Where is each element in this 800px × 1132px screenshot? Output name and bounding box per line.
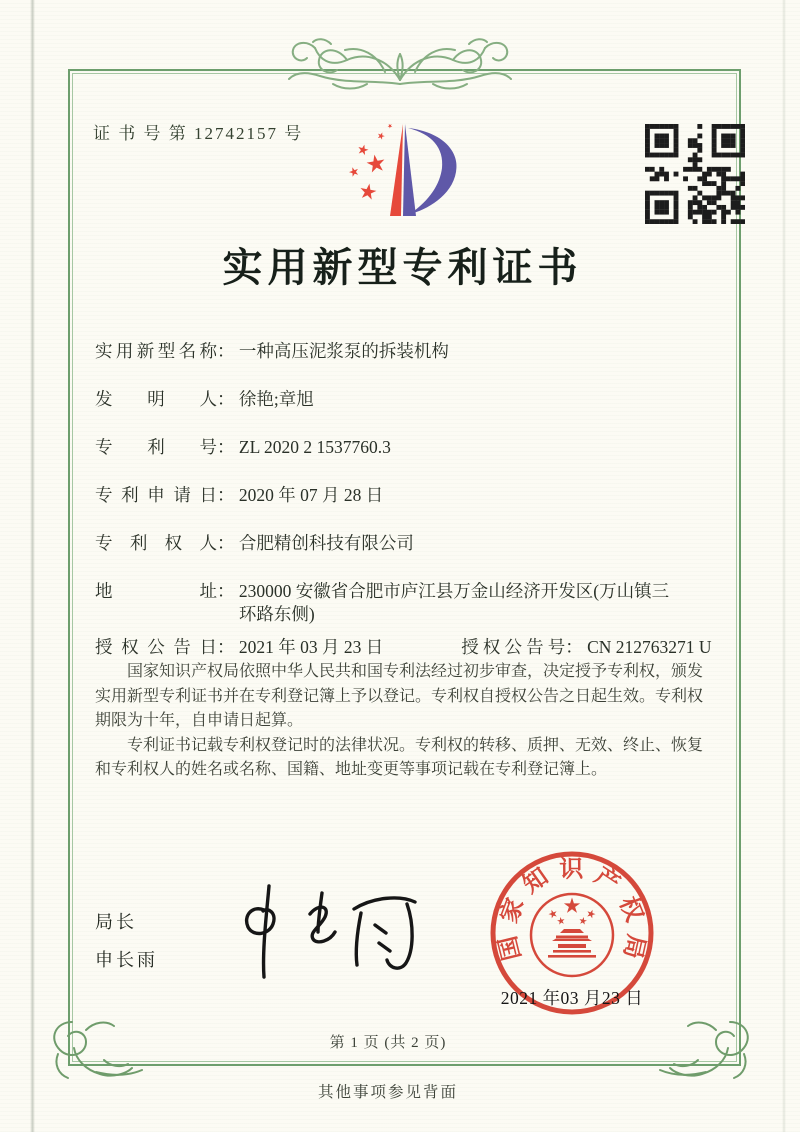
- commissioner-title: 局长: [95, 912, 137, 932]
- field-row-address: 地 址： 230000 安徽省合肥市庐江县万金山经济开发区(万山镇三环路东侧): [95, 580, 720, 626]
- signature-handwriting: [218, 880, 423, 985]
- field-value: 徐艳;章旭: [238, 389, 314, 409]
- field-label: 专 利 号: [95, 437, 217, 457]
- field-value: 2020 年 07 月 28 日: [238, 485, 384, 505]
- field-value: 230000 安徽省合肥市庐江县万金山经济开发区(万山镇三环路东侧): [238, 581, 670, 624]
- field-value: 一种高压泥浆泵的拆装机构: [238, 341, 449, 361]
- field-row-patentee: 专 利 权 人： 合肥精创科技有限公司: [95, 532, 720, 555]
- scan-page-edge-right: [782, 0, 786, 1132]
- certificate-fields: [95, 340, 720, 684]
- legal-text-block: [95, 660, 717, 783]
- field-label: 授权公告日: [95, 637, 217, 657]
- field-value: 合肥精创科技有限公司: [238, 533, 414, 553]
- field-row-inventor: 发 明 人： 徐艳;章旭: [95, 388, 720, 411]
- certificate-number: 证 书 号 第 12742157 号: [93, 124, 304, 143]
- field-row-utility-model-name: 实用新型名称： 一种高压泥浆泵的拆装机构: [95, 340, 720, 363]
- scan-page-edge-left: [30, 0, 35, 1132]
- field-value: ZL 2020 2 1537760.3: [238, 437, 391, 457]
- field-value: 2021 年 03 月 23 日: [238, 637, 384, 657]
- field-value: CN 212763271 U: [587, 637, 712, 657]
- cnipa-logo: [338, 114, 478, 226]
- field-label: 授权公告号: [461, 637, 566, 657]
- page-number-note: 第 1 页 (共 2 页): [329, 1035, 447, 1051]
- certificate-title: 实用新型专利证书: [222, 245, 583, 290]
- field-label: 实用新型名称: [95, 341, 217, 361]
- field-label: 地 址: [95, 581, 217, 601]
- commissioner-name: 申长雨: [95, 950, 158, 970]
- field-row-application-date: 专利申请日： 2020 年 07 月 28 日: [95, 484, 720, 507]
- legal-paragraph-1: 国家知识产权局依照中华人民共和国专利法经过初步审查，决定授予专利权，颁发实用新型专利证书并在专利登记簿上予以登记。专利权自授权公告之日起生效。专利权期限为十年，自申请日起算。: [95, 663, 704, 729]
- qr-code: [645, 124, 745, 224]
- legal-paragraph-2: 专利证书记载专利权登记时的法律状况。专利权的转移、质押、无效、终止、恢复和专利权人的姓名或名称、国籍、地址变更等事项记载在专利登记簿上。: [95, 736, 704, 778]
- field-label: 专利申请日: [95, 485, 217, 505]
- field-label: 专 利 权 人: [95, 533, 217, 553]
- field-row-grant: 授权公告日： 2021 年 03 月 23 日 授权公告号： CN 212763271 U: [95, 637, 712, 657]
- seal-text: 国家知识产权局: [495, 856, 649, 963]
- seal-date: 2021 年03 月23 日: [500, 988, 644, 1008]
- field-row-patent-number: 专 利 号： ZL 2020 2 1537760.3: [95, 436, 720, 459]
- back-side-note: 其他事项参见背面: [317, 1084, 458, 1101]
- national-emblem: [531, 894, 613, 976]
- field-label: 发 明 人: [95, 389, 217, 409]
